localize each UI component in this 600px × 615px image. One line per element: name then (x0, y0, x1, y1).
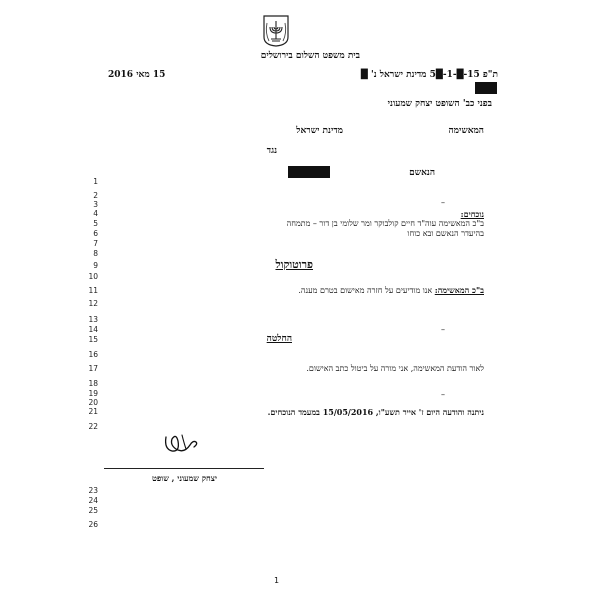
attendance-heading: נוכחים: (460, 209, 484, 219)
line-number: 1 (93, 177, 98, 186)
line-number: 5 (93, 219, 98, 228)
line-number: 14 (88, 325, 98, 334)
redaction-defendant (288, 166, 330, 178)
line-number: 15 (88, 335, 98, 344)
page-number: 1 (274, 576, 280, 585)
court-name: בית משפט השלום בירושלים (260, 51, 360, 61)
line-number: 13 (88, 315, 98, 324)
defendant-role: הנאשם (409, 168, 435, 178)
line-number: 16 (88, 350, 98, 359)
protocol-statement: אנו מודיעים על חזרה מאישום בטרם מענה. (298, 286, 433, 295)
attendance-line-1: ב"כ המאשימה עוה"ד חיים קולבוקר ומר שלומי בן דור – מתמחה (286, 219, 484, 228)
attendance-line-2: בהיעדר הנאשם ובא כוחו (407, 229, 484, 238)
line-number: 8 (93, 249, 98, 258)
signature-line (104, 468, 264, 469)
line-number: 24 (88, 496, 98, 505)
prosecution-role: המאשימה (448, 126, 484, 136)
decision-text: לאור הודעת המאשימה, אני מורה על ביטול כתב האישום. (306, 364, 484, 373)
line-number: 4 (93, 209, 98, 218)
protocol-speaker: ב"כ המאשימה: (434, 285, 484, 295)
versus: נגד (266, 146, 277, 156)
line-number: 17 (88, 364, 98, 373)
line-number: 11 (88, 286, 98, 295)
line-number: 6 (93, 229, 98, 238)
case-number-text: ת"פ 15-█-1-█5 מדינת ישראל נ' █ (360, 70, 498, 80)
line-number: 3 (93, 200, 98, 209)
case-number (361, 69, 498, 80)
judge-signature (160, 427, 202, 457)
protocol-heading: פרוטוקול (275, 258, 313, 271)
line-number: 20 (88, 398, 98, 407)
line-number: 2 (93, 191, 98, 200)
judge-line: בפני כב' השופט יצחק שמעוני (387, 99, 492, 109)
line-number: 10 (88, 272, 98, 281)
line-number: 7 (93, 239, 98, 248)
protocol-statement-row (298, 285, 484, 295)
line-number: 26 (88, 520, 98, 529)
dash-mark: – (441, 325, 445, 334)
state-emblem-icon (263, 15, 289, 47)
decision-heading: החלטה (266, 334, 292, 344)
line-number: 23 (88, 486, 98, 495)
prosecution-name: מדינת ישראל (296, 126, 343, 136)
line-number: 21 (88, 407, 98, 416)
decision-given: ניתנה והודעה היום ז' אייר תשע"ו, 15/05/2016 במעמד הנוכחים. (267, 407, 484, 417)
judge-name: יצחק שמעוני , שופט (152, 473, 218, 483)
line-number: 12 (88, 299, 98, 308)
line-number: 25 (88, 506, 98, 515)
line-number: 19 (88, 389, 98, 398)
hearing-date: 15 מאי 2016 (108, 70, 166, 80)
line-number: 18 (88, 379, 98, 388)
redaction-case (475, 82, 497, 94)
dash-mark: – (441, 198, 445, 207)
line-number: 22 (88, 422, 98, 431)
line-number: 9 (93, 261, 98, 270)
dash-mark: – (441, 390, 445, 399)
